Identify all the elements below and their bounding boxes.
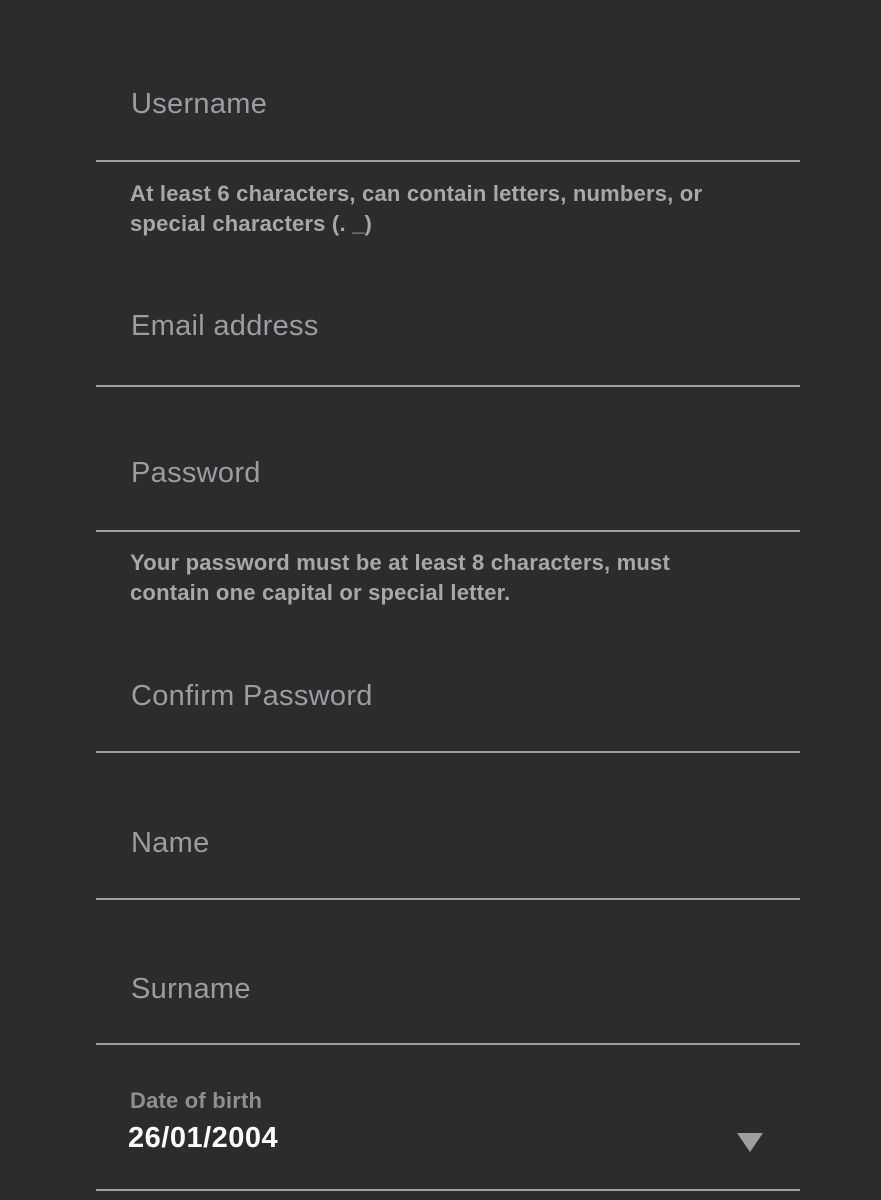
email-placeholder: Email address [131, 310, 319, 342]
username-input[interactable] [96, 88, 800, 162]
input-underline [96, 1043, 800, 1045]
password-placeholder: Password [131, 457, 261, 489]
input-underline [96, 530, 800, 532]
input-underline [96, 1189, 800, 1191]
confirm-password-placeholder: Confirm Password [131, 680, 373, 712]
confirm-password-input[interactable] [96, 680, 800, 753]
username-hint [130, 179, 810, 239]
hint-line: At least 6 characters, can contain letters, numbers, or [130, 181, 703, 206]
surname-input[interactable] [96, 973, 800, 1045]
date-of-birth-dropdown[interactable] [96, 1080, 800, 1191]
name-placeholder: Name [131, 827, 210, 859]
name-input[interactable] [96, 827, 800, 900]
date-of-birth-label: Date of birth [130, 1088, 263, 1113]
surname-placeholder: Surname [131, 973, 251, 1005]
email-input[interactable] [96, 310, 800, 387]
hint-line: Your password must be at least 8 characters, must [130, 550, 671, 575]
dropdown-arrow-icon[interactable] [737, 1133, 763, 1152]
input-underline [96, 160, 800, 162]
hint-line: special characters (. _) [130, 211, 373, 236]
username-placeholder: Username [131, 88, 268, 120]
input-underline [96, 385, 800, 387]
hint-line: contain one capital or special letter. [130, 580, 511, 605]
input-underline [96, 898, 800, 900]
input-underline [96, 751, 800, 753]
password-input[interactable] [96, 457, 800, 532]
password-hint [130, 548, 810, 608]
date-of-birth-value: 26/01/2004 [128, 1122, 279, 1154]
